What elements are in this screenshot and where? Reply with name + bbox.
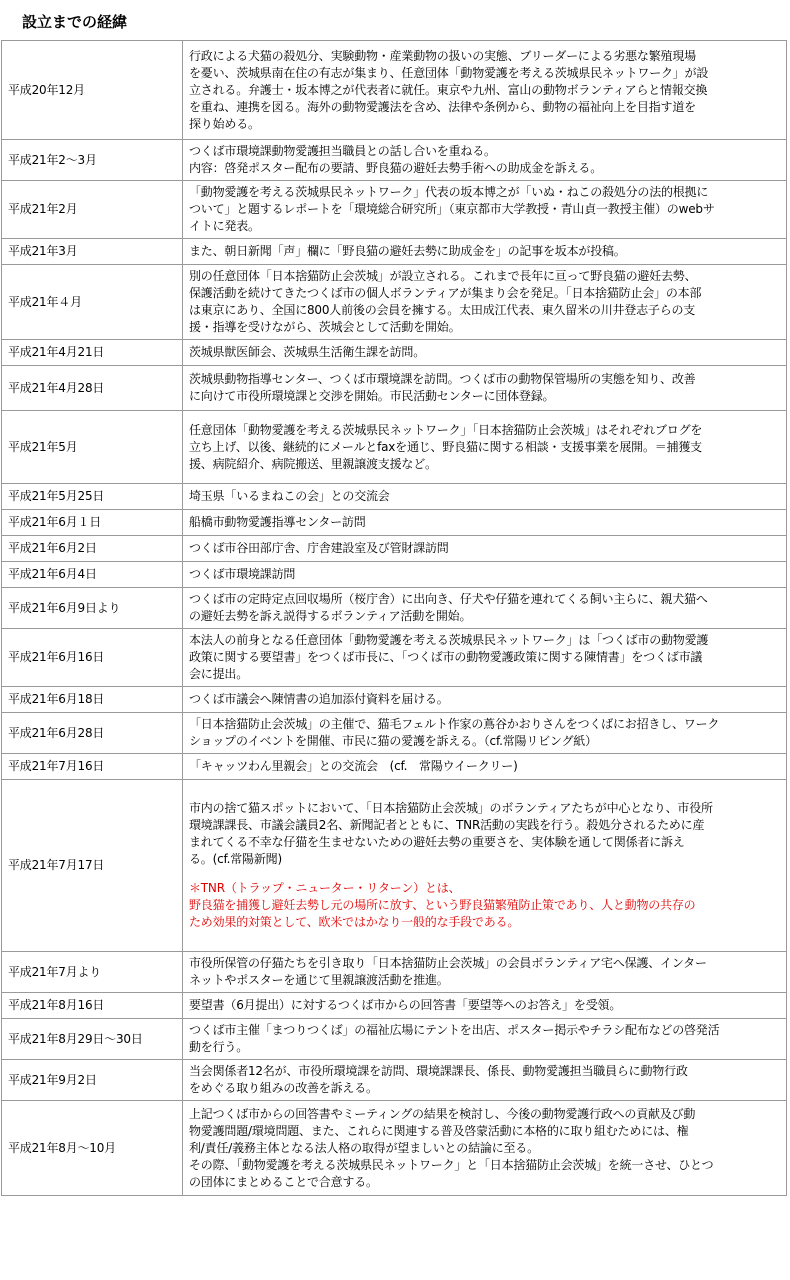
description-line: 援・指導を受けながら、茨城会として活動を開始。 — [189, 320, 461, 334]
description-line: 内容：啓発ポスター配布の要請、野良猫の避妊去勢手術への助成金を訴える。 — [189, 161, 603, 175]
description-line: 物愛護問題/環境問題、また、これらに関連する普及啓蒙活動に本格的に取り組むためには、権 — [189, 1123, 689, 1138]
description-line: 探り始める。 — [189, 116, 260, 131]
date-cell: 平成21年6月18日 — [2, 687, 183, 713]
description-line: を重ね、連携を図る。海外の動物愛護法を含め、法律や条例から、動物の福祉向上を目指す道を — [189, 99, 696, 114]
date-cell: 平成21年7月より — [2, 952, 183, 993]
description-line: 政策に関する要望書」をつくば市長に、「つくば市の動物愛護政策に関する陳情書」をつくば市議 — [189, 650, 703, 664]
tnr-note-line: 野良猫を捕獲し避妊去勢し元の場所に放す、という野良猫繁殖防止策であり、人と動物の共存の — [189, 898, 696, 912]
date-cell: 平成21年5月25日 — [2, 484, 183, 510]
table-row — [2, 1101, 787, 1196]
description-line: 動を行う。 — [189, 1040, 249, 1054]
description-line: イトに発表。 — [189, 219, 260, 233]
note-spacer — [189, 868, 780, 880]
table-row — [2, 562, 787, 588]
date-cell: 平成21年2～3月 — [2, 140, 183, 181]
table-row — [2, 1019, 787, 1060]
description-line: 「動物愛護を考える茨城県民ネットワーク」代表の坂本博之が「いぬ・ねこの殺処分の法的根拠に — [189, 185, 709, 199]
description-cell — [183, 239, 787, 265]
description-cell — [183, 687, 787, 713]
date-cell: 平成21年8月16日 — [2, 993, 183, 1019]
date-cell: 平成21年6月１日 — [2, 510, 183, 536]
description-cell — [183, 265, 787, 340]
description-line: 立される。弁護士・坂本博之が代表者に就任。東京や九州、富山の動物ボランティアらと情報交換 — [189, 82, 708, 97]
table-row — [2, 265, 787, 340]
description-line: 要望書（6月提出）に対するつくば市からの回答書「要望等へのお答え」を受領。 — [189, 998, 622, 1012]
description-cell — [183, 536, 787, 562]
table-row — [2, 629, 787, 687]
history-table — [1, 40, 787, 1196]
table-row — [2, 687, 787, 713]
description-cell — [183, 340, 787, 366]
date-cell: 平成21年4月21日 — [2, 340, 183, 366]
description-cell — [183, 713, 787, 754]
description-line: 市役所保管の仔猫たちを引き取り「日本捨猫防止会茨城」の会員ボランティア宅へ保護、インター — [189, 956, 707, 970]
description-cell — [183, 484, 787, 510]
date-cell: 平成21年8月29日～30日 — [2, 1019, 183, 1060]
tnr-note-line: ため効果的対策として、欧米ではかなり一般的な手段である。 — [189, 915, 520, 929]
description-line: に向けて市役所環境課と交渉を開始。市民活動センターに団体登録。 — [189, 389, 555, 403]
date-cell: 平成21年4月28日 — [2, 366, 183, 411]
description-line: 本法人の前身となる任意団体「動物愛護を考える茨城県民ネットワーク」は「つくば市の動物愛護 — [189, 633, 709, 647]
description-line: 船橋市動物愛護指導センター訪問 — [189, 515, 366, 529]
description-line: をめぐる取り組みの改善を訴える。 — [189, 1081, 378, 1095]
description-line: 上記つくば市からの回答書やミーティングの結果を検討し、今後の動物愛護行政への貢献及び動 — [189, 1106, 696, 1121]
description-line: つくば市の定時定点回収場所（桜庁舎）に出向き、仔犬や仔猫を連れてくる飼い主らに、親犬猫へ — [189, 592, 708, 606]
date-cell: 平成21年5月 — [2, 411, 183, 484]
description-line: 行政による犬猫の殺処分、実験動物・産業動物の扱いの実態、ブリーダーによる劣悪な繁殖現場 — [189, 48, 696, 63]
table-row — [2, 484, 787, 510]
description-cell — [183, 411, 787, 484]
table-row — [2, 754, 787, 780]
description-line: 保護活動を続けてきたつくば市の個人ボランティアが集まり会を発足。「日本捨猫防止会」の本部 — [189, 286, 702, 300]
description-line: つくば市環境課動物愛護担当職員との話し合いを重ねる。 — [189, 144, 496, 158]
description-cell — [183, 629, 787, 687]
table-row — [2, 140, 787, 181]
description-line: つくば市議会へ陳情書の追加添付資料を届ける。 — [189, 692, 449, 706]
description-line: ショップのイベントを開催、市民に猫の愛護を訴える。（cf.常陽リビング紙） — [189, 734, 597, 748]
date-cell: 平成21年9月2日 — [2, 1060, 183, 1101]
table-row — [2, 411, 787, 484]
description-line: 「日本捨猫防止会茨城」の主催で、猫毛フェルト作家の蔦谷かおりさんをつくばにお招きし、ワーク — [189, 717, 720, 731]
description-cell — [183, 41, 787, 140]
table-row — [2, 588, 787, 629]
description-cell — [183, 1101, 787, 1196]
description-line: 別の任意団体「日本捨猫防止会茨城」が設立される。これまで長年に亘って野良猫の避妊去勢、 — [189, 269, 697, 283]
description-line: ネットやポスターを通じて里親譲渡活動を推進。 — [189, 973, 449, 987]
description-line: 援、病院紹介、病院搬送、里親譲渡支援など。 — [189, 456, 437, 471]
date-cell: 平成21年2月 — [2, 181, 183, 239]
description-line: を憂い、茨城県南在住の有志が集まり、任意団体「動物愛護を考える茨城県民ネットワーク」が設 — [189, 65, 709, 80]
description-line: 市内の捨て猫スポットにおいて、「日本捨猫防止会茨城」のボランティアたちが中心となり、市役所 — [189, 801, 713, 815]
description-line: 茨城県獣医師会、茨城県生活衛生課を訪問。 — [189, 345, 426, 359]
page-title: 設立までの経緯 — [22, 13, 128, 31]
table-row — [2, 181, 787, 239]
description-line: 茨城県動物指導センター、つくば市環境課を訪問。つくば市の動物保管場所の実態を知り、改善 — [189, 372, 696, 386]
date-cell: 平成21年6月4日 — [2, 562, 183, 588]
description-cell — [183, 562, 787, 588]
description-line: 会に提出。 — [189, 667, 249, 681]
description-line: は東京にあり、全国に800人前後の会員を擁する。太田成江代表、東久留米の川井登志子らの支 — [189, 303, 696, 317]
description-cell — [183, 140, 787, 181]
description-cell — [183, 510, 787, 536]
description-cell — [183, 780, 787, 952]
table-row — [2, 536, 787, 562]
description-cell — [183, 754, 787, 780]
table-row — [2, 713, 787, 754]
tnr-note-line: ＊TNR（トラップ・ニューター・リターン）とは、 — [189, 881, 461, 895]
description-line: の避妊去勢を訴え説得するボランティア活動を開始。 — [189, 609, 472, 623]
table-row — [2, 993, 787, 1019]
description-line: ついて」と題するレポートを「環境総合研究所」（東京都市大学教授・青山貞一教授主催）のwebサ — [189, 202, 715, 216]
description-cell — [183, 588, 787, 629]
description-cell — [183, 952, 787, 993]
description-line: また、朝日新聞「声」欄に「野良猫の避妊去勢に助成金を」の記事を坂本が投稿。 — [189, 244, 626, 258]
date-cell: 平成21年7月17日 — [2, 780, 183, 952]
description-line: 立ち上げ、以後、継続的にメールとfaxを通じ、野良猫に関する相談・支援事業を展開。＝捕獲支 — [189, 439, 702, 454]
date-cell: 平成21年6月28日 — [2, 713, 183, 754]
date-cell: 平成21年４月 — [2, 265, 183, 340]
date-cell: 平成21年6月9日より — [2, 588, 183, 629]
description-line: 利/責任/義務主体となる法人格の取得が望ましいとの結論に至る。 — [189, 1140, 539, 1155]
date-cell: 平成21年6月16日 — [2, 629, 183, 687]
table-row — [2, 239, 787, 265]
table-row — [2, 340, 787, 366]
date-cell: 平成21年7月16日 — [2, 754, 183, 780]
table-row — [2, 780, 787, 952]
description-cell — [183, 993, 787, 1019]
description-cell — [183, 1060, 787, 1101]
description-cell — [183, 1019, 787, 1060]
description-line: つくば市谷田部庁舎、庁舎建設室及び管財課訪問 — [189, 541, 449, 555]
table-row — [2, 952, 787, 993]
description-line: の団体にまとめることで合意する。 — [189, 1174, 378, 1189]
date-cell: 平成21年8月～10月 — [2, 1101, 183, 1196]
table-row — [2, 366, 787, 411]
description-line: 埼玉県「いるまねこの会」との交流会 — [189, 489, 390, 503]
description-line: 任意団体「動物愛護を考える茨城県民ネットワーク」「日本捨猫防止会茨城」はそれぞれブログを — [189, 422, 703, 437]
description-cell — [183, 366, 787, 411]
description-line: 当会関係者12名が、市役所環境課を訪問、環境課課長、係長、動物愛護担当職員らに動物行政 — [189, 1064, 688, 1078]
description-line: つくば市主催「まつりつくば」の福祉広場にテントを出店、ポスター掲示やチラシ配布などの啓発活 — [189, 1023, 720, 1037]
description-line: 「キャッツわん里親会」との交流会 (cf. 常陽ウイークリー) — [189, 759, 518, 773]
table-row — [2, 41, 787, 140]
description-line: まれてくる不幸な仔猫を生ませないための避妊去勢の重要さを、実体験を通して関係者に訴え — [189, 835, 685, 849]
description-line: る。(cf.常陽新聞) — [189, 852, 282, 866]
date-cell: 平成21年3月 — [2, 239, 183, 265]
description-line: つくば市環境課訪問 — [189, 567, 296, 581]
description-cell — [183, 181, 787, 239]
description-line: 環境課課長、市議会議員2名、新聞記者とともに、TNR活動の実践を行う。殺処分されるために産 — [189, 818, 705, 832]
date-cell: 平成20年12月 — [2, 41, 183, 140]
date-cell: 平成21年6月2日 — [2, 536, 183, 562]
description-line: その際、「動物愛護を考える茨城県民ネットワーク」と「日本捨猫防止会茨城」を統一させ、ひとつ — [189, 1157, 714, 1172]
table-row — [2, 510, 787, 536]
table-row — [2, 1060, 787, 1101]
